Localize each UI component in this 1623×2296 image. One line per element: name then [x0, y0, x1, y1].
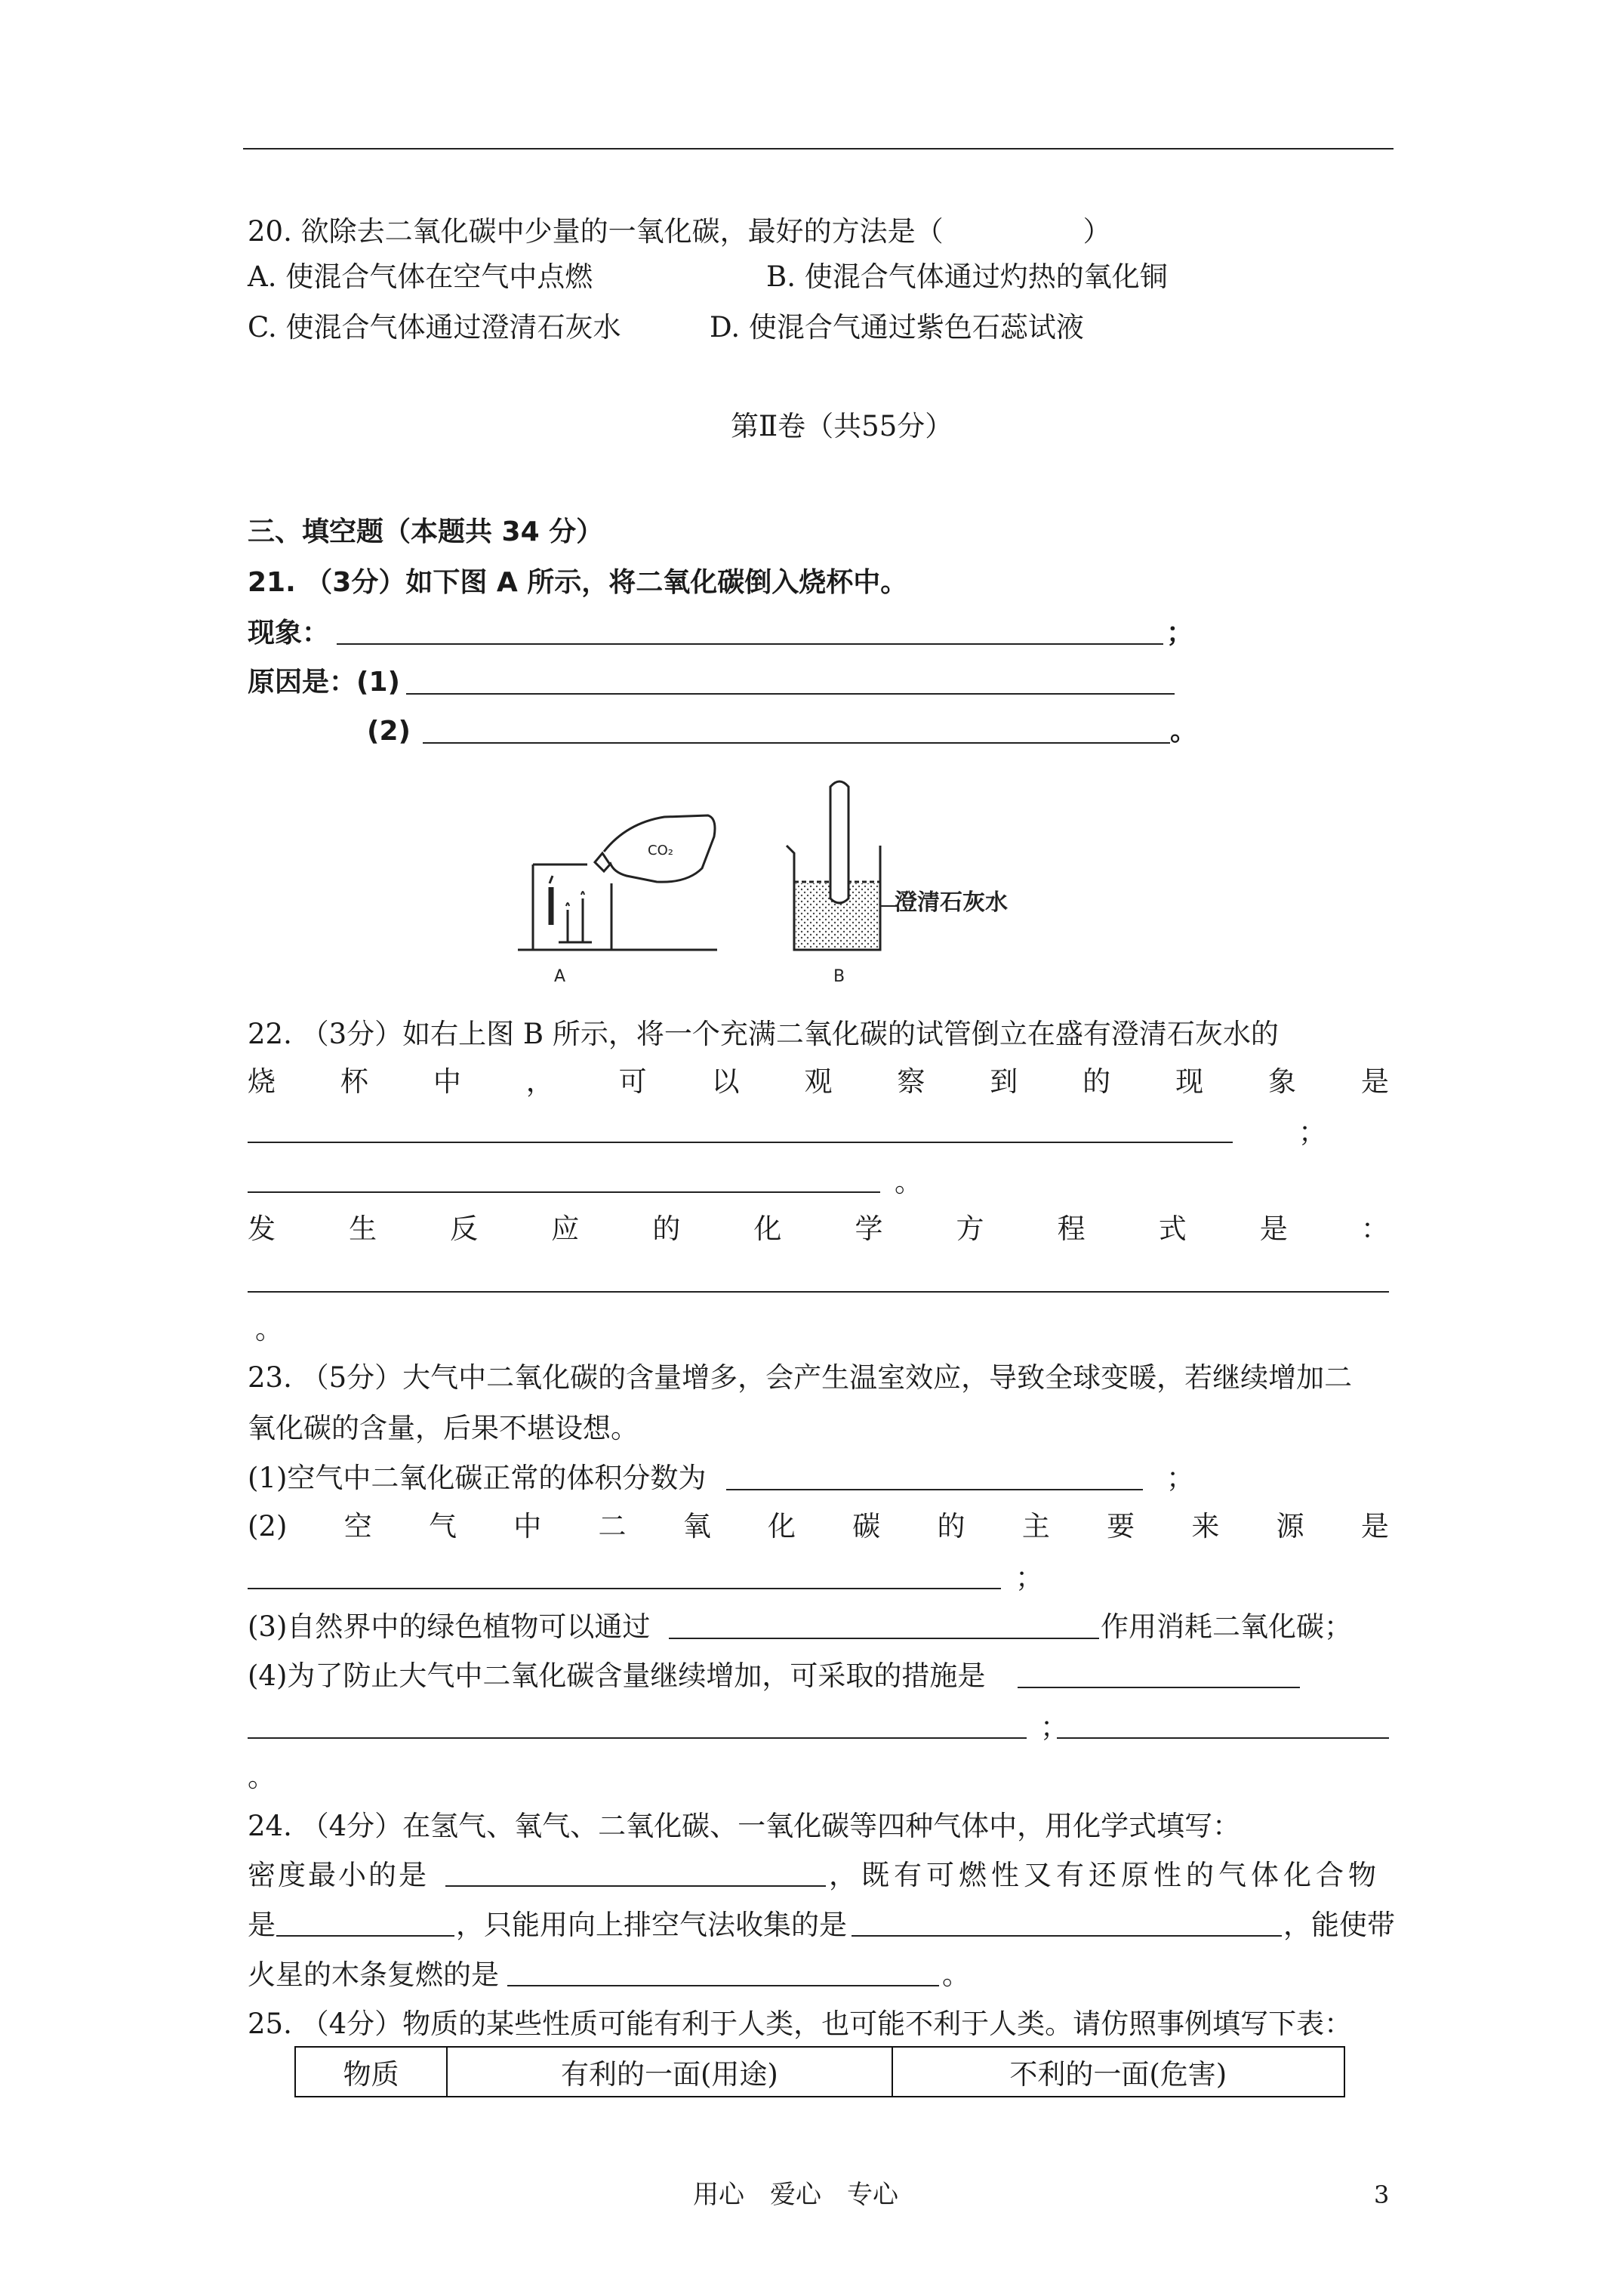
q22-line2-char: ， — [525, 1065, 554, 1098]
q22-blank-1-end: ； — [1298, 1116, 1326, 1148]
q23-item2-char: (2) — [248, 1510, 288, 1542]
table-header-row — [295, 2047, 1344, 2097]
section3-title: 三、填空题（本题共 34 分） — [248, 516, 604, 547]
q22-end-mark: 。 — [255, 1313, 283, 1345]
q25-stem: 25. （4分）物质的某些性质可能有利于人类，也可能不利于人类。请仿照事例填写下表： — [248, 2008, 1353, 2040]
q22-line2-char: 可 — [618, 1065, 647, 1098]
q23-item2-char: 来 — [1191, 1510, 1220, 1542]
q23-item2-blank[interactable] — [248, 1588, 1001, 1589]
q23-item2-char: 主 — [1021, 1510, 1050, 1542]
q23-item2-char: 中 — [513, 1510, 542, 1542]
q24-line3-pre: 是 — [248, 1909, 276, 1941]
header-rule — [243, 148, 1394, 149]
figure-b-test-tube — [830, 781, 848, 903]
q22-line2-char: 到 — [990, 1065, 1018, 1098]
q24-line4-pre: 火星的木条复燃的是 — [248, 1959, 499, 1991]
q24-lightest-gas-blank[interactable] — [445, 1885, 826, 1887]
q23-item2-char: 要 — [1107, 1510, 1135, 1542]
q24-upward-air-blank[interactable] — [852, 1935, 1282, 1937]
q22-line2-char: 现 — [1175, 1065, 1204, 1098]
q22-equation-blank[interactable] — [248, 1291, 1389, 1293]
q24-rekindle-blank[interactable] — [507, 1985, 939, 1986]
q23-item4-blank-1[interactable] — [1018, 1687, 1300, 1688]
q22-line5-char: 是 — [1259, 1213, 1288, 1245]
q21-stem: 21. （3分）如下图 A 所示，将二氧化碳倒入烧杯中。 — [248, 567, 908, 598]
q23-item3-blank[interactable] — [669, 1638, 1099, 1639]
q22-line5-char: 学 — [855, 1213, 883, 1245]
q24-combustible-reducing-blank[interactable] — [276, 1935, 454, 1937]
q22-blank-1[interactable] — [248, 1142, 1233, 1143]
table-header-harm: 不利的一面(危害) — [892, 2047, 1344, 2097]
q23-item2-char: 碳 — [852, 1510, 881, 1542]
q24-line2-pre: 密度最小的是 — [248, 1859, 429, 1891]
q22-line2-char: 以 — [711, 1065, 740, 1098]
q21-reason2-label: (2) — [367, 716, 411, 747]
footer-motto: 用心 爱心 专心 — [693, 2180, 898, 2210]
q24-line3-mid: ，只能用向上排空气法收集的是 — [456, 1909, 847, 1941]
q22-line2-char: 中 — [433, 1065, 461, 1098]
q23-stem-line2: 氧化碳的含量，后果不堪设想。 — [248, 1412, 639, 1444]
q24-stem: 24. （4分）在氢气、氧气、二氧化碳、一氧化碳等四种气体中，用化学式填写： — [248, 1810, 1241, 1842]
q22-line5-char: 的 — [652, 1213, 681, 1245]
q20-option-a: A. 使混合气体在空气中点燃 — [248, 260, 593, 293]
q21-phenomenon-blank[interactable] — [337, 643, 1163, 645]
q22-line2-char: 象 — [1267, 1065, 1296, 1098]
q23-item4: (4)为了防止大气中二氧化碳含量继续增加，可采取的措施是 — [248, 1660, 986, 1692]
q22-line5-char: 生 — [349, 1213, 377, 1245]
figure-solution-label: 澄清石灰水 — [895, 889, 1008, 916]
q23-stem-line1: 23. （5分）大气中二氧化碳的含量增多，会产生温室效应，导致全球变暖，若继续增加二 — [248, 1361, 1353, 1394]
q22-stem: 22. （3分）如右上图 B 所示，将一个充满二氧化碳的试管倒立在盛有澄清石灰水的 — [248, 1018, 1279, 1050]
q23-item2-end: ； — [1015, 1561, 1043, 1594]
q22-line5 — [248, 1211, 1389, 1247]
q22-line5-char: 程 — [1057, 1213, 1086, 1245]
q22-line2-char: 烧 — [248, 1065, 276, 1098]
figure-label-b: B — [833, 967, 845, 986]
q22-line5-char: 发 — [248, 1213, 276, 1245]
q22-line2-char: 察 — [897, 1065, 925, 1098]
q23-item2-char: 化 — [768, 1510, 796, 1542]
q21-phenomenon-label: 现象： — [248, 618, 330, 649]
q20-option-b: B. 使混合气体通过灼热的氧化铜 — [766, 260, 1168, 293]
q25-table — [294, 2046, 1345, 2097]
q22-line2-char: 观 — [804, 1065, 833, 1098]
q22-line2-char: 杯 — [340, 1065, 368, 1098]
q20-option-d: D. 使混合气通过紫色石蕊试液 — [710, 311, 1084, 344]
q22-line5-char: 方 — [956, 1213, 984, 1245]
q23-item2-char: 空 — [343, 1510, 372, 1542]
q23-item4-blank-2[interactable] — [248, 1737, 1027, 1739]
q23-item3-post: 作用消耗二氧化碳； — [1101, 1610, 1352, 1643]
q23-item2-char: 是 — [1360, 1510, 1389, 1542]
q22-line5-char: 应 — [551, 1213, 580, 1245]
q23-item2-char: 氧 — [682, 1510, 711, 1542]
footer-page-number: 3 — [1374, 2180, 1390, 2209]
q23-item1: (1)空气中二氧化碳正常的体积分数为 — [248, 1462, 707, 1494]
q21-reason1-blank[interactable] — [406, 693, 1175, 695]
q23-item4-blank-3[interactable] — [1057, 1737, 1389, 1739]
q24-line4-post: 。 — [942, 1959, 970, 1991]
q23-item2-char: 气 — [428, 1510, 457, 1542]
part2-title: 第Ⅱ卷（共55分） — [731, 410, 953, 442]
q22-line5-char: 式 — [1158, 1213, 1187, 1245]
q24-line2-post: ，既有可燃性又有还原性的气体化合物 — [829, 1859, 1381, 1891]
q21-phenomenon-end: ； — [1166, 618, 1194, 649]
q23-item2 — [248, 1509, 1389, 1545]
q22-line5-char: ： — [1360, 1213, 1389, 1245]
q23-item2-char: 的 — [937, 1510, 965, 1542]
q22-blank-2[interactable] — [248, 1191, 880, 1193]
q22-line5-char: 化 — [753, 1213, 782, 1245]
q21-reason-label: 原因是：(1) — [248, 667, 400, 698]
q23-item2-char: 二 — [598, 1510, 627, 1542]
q23-end-mark: 。 — [248, 1761, 276, 1793]
q23-item3-pre: (3)自然界中的绿色植物可以通过 — [248, 1610, 651, 1643]
q22-blank-2-end: 。 — [895, 1166, 922, 1198]
q22-line5-char: 反 — [450, 1213, 479, 1245]
q23-item2-char: 源 — [1276, 1510, 1304, 1542]
q23-item1-blank[interactable] — [726, 1489, 1143, 1490]
table-header-benefit: 有利的一面(用途) — [447, 2047, 892, 2097]
q20-stem: 20. 欲除去二氧化碳中少量的一氧化碳，最好的方法是（ ） — [248, 215, 1111, 248]
q20-option-c: C. 使混合气体通过澄清石灰水 — [248, 311, 621, 344]
experiment-figure — [513, 770, 1008, 989]
q22-line2 — [248, 1064, 1389, 1100]
q23-item4-sep: ； — [1040, 1711, 1068, 1743]
q24-line3-post: ，能使带 — [1283, 1909, 1395, 1941]
q22-line2-char: 是 — [1360, 1065, 1389, 1098]
table-header-substance: 物质 — [295, 2047, 447, 2097]
q23-item1-end: ； — [1166, 1462, 1194, 1494]
q21-reason2-blank[interactable] — [423, 742, 1170, 744]
q22-line2-char: 的 — [1083, 1065, 1111, 1098]
figure-bottle-label: CO₂ — [648, 843, 673, 858]
figure-label-a: A — [554, 967, 566, 986]
q21-reason2-end: 。 — [1170, 716, 1198, 747]
